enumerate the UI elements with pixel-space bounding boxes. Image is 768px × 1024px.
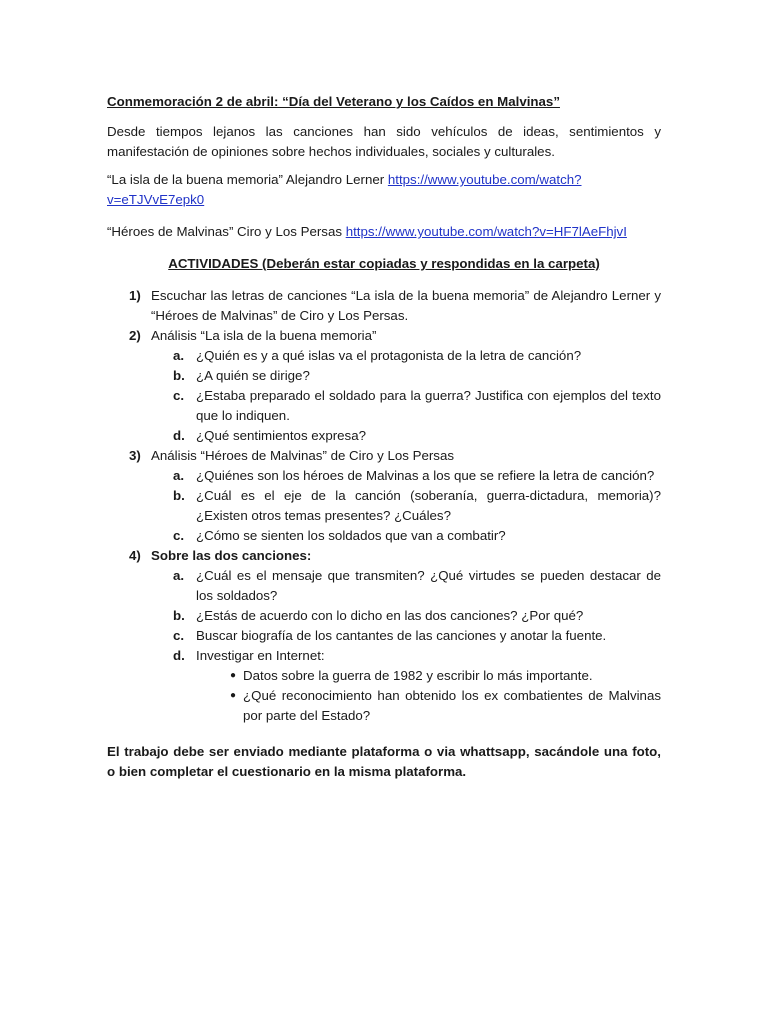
- document-page: [107, 92, 661, 782]
- song-2-link[interactable]: https://www.youtube.com/watch?v=HF7lAeFhjvI: [345, 224, 627, 239]
- sub-item: [107, 626, 661, 646]
- sub-text: ¿Quién es y a qué islas va el protagonista de la letra de canción?: [196, 348, 582, 363]
- activities-title: ACTIVIDADES (Deberán estar copiadas y respondidas en la carpeta): [168, 256, 600, 271]
- sub-letter: b.: [173, 488, 185, 503]
- bullet-item: [107, 666, 661, 686]
- activity-item-1: [107, 286, 661, 326]
- activity-text: Análisis “La isla de la buena memoria”: [151, 328, 377, 343]
- sub-text: ¿Qué sentimientos expresa?: [196, 428, 366, 443]
- sub-letter: c.: [173, 388, 185, 403]
- sub-text: ¿Cuál es el eje de la canción (soberanía, guerra-dictadura, memoria)? ¿Existen otros temas presentes? ¿Cuáles?: [196, 488, 661, 523]
- song-1: [107, 170, 661, 210]
- sub-letter: b.: [173, 608, 185, 623]
- sub-item: [107, 526, 661, 546]
- activity-item-2: [107, 326, 661, 346]
- activity-number: 4): [129, 548, 141, 563]
- sub-letter: d.: [173, 428, 185, 443]
- intro-paragraph: Desde tiempos lejanos las canciones han sido vehículos de ideas, sentimientos y manifestación de opiniones sobre hechos individuales, sociales y culturales.: [107, 124, 661, 159]
- sub-text: ¿Quiénes son los héroes de Malvinas a los que se refiere la letra de canción?: [196, 468, 655, 483]
- activity-text: Sobre las dos canciones:: [151, 548, 312, 563]
- sub-letter: c.: [173, 528, 185, 543]
- sub-item: [107, 646, 661, 666]
- sub-item: [107, 466, 661, 486]
- sub-letter: a.: [173, 348, 185, 363]
- bullet-icon: ●: [230, 670, 237, 681]
- sub-text: ¿A quién se dirige?: [196, 368, 310, 383]
- sub-letter: a.: [173, 468, 185, 483]
- sub-text: Buscar biografía de los cantantes de las canciones y anotar la fuente.: [196, 628, 607, 643]
- sub-text: Investigar en Internet:: [196, 648, 325, 663]
- sub-item: [107, 486, 661, 526]
- sub-text: ¿Cuál es el mensaje que transmiten? ¿Qué virtudes se pueden destacar de los soldados?: [196, 568, 661, 603]
- sub-item: [107, 606, 661, 626]
- activity-number: 3): [129, 448, 141, 463]
- sub-text: ¿Cómo se sienten los soldados que van a combatir?: [196, 528, 506, 543]
- activities-list: [107, 286, 661, 726]
- sub-letter: a.: [173, 568, 185, 583]
- activity-number: 1): [129, 288, 141, 303]
- song-2: [107, 222, 661, 242]
- song-1-link[interactable]: https://www.youtube.com/watch?v=eTJVvE7epk0: [107, 172, 582, 207]
- sub-text: ¿Estás de acuerdo con lo dicho en las dos canciones? ¿Por qué?: [196, 608, 584, 623]
- page-title: Conmemoración 2 de abril: “Día del Veterano y los Caídos en Malvinas”: [107, 94, 560, 109]
- sub-item: [107, 366, 661, 386]
- activity-text: Análisis “Héroes de Malvinas” de Ciro y Los Persas: [151, 448, 454, 463]
- bullet-icon: ●: [230, 690, 237, 701]
- bullet-text: Datos sobre la guerra de 1982 y escribir lo más importante.: [243, 668, 593, 683]
- song-2-label: “Héroes de Malvinas” Ciro y Los Persas: [107, 224, 346, 239]
- sub-letter: c.: [173, 628, 185, 643]
- closing-paragraph: El trabajo debe ser enviado mediante plataforma o via whattsapp, sacándole una foto, o bien completar el cuestionario en la misma plataforma.: [107, 744, 661, 779]
- sub-text: ¿Estaba preparado el soldado para la guerra? Justifica con ejemplos del texto que lo indiquen.: [196, 388, 661, 423]
- sub-item: [107, 346, 661, 366]
- song-1-label: “La isla de la buena memoria” Alejandro Lerner: [107, 172, 388, 187]
- activity-item-4: [107, 546, 661, 566]
- sub-letter: d.: [173, 648, 185, 663]
- sub-item: [107, 426, 661, 446]
- sub-item: [107, 386, 661, 426]
- bullet-text: ¿Qué reconocimiento han obtenido los ex combatientes de Malvinas por parte del Estado?: [243, 688, 661, 723]
- activity-number: 2): [129, 328, 141, 343]
- sub-letter: b.: [173, 368, 185, 383]
- bullet-item: [107, 686, 661, 726]
- activity-item-3: [107, 446, 661, 466]
- activity-text: Escuchar las letras de canciones “La isla de la buena memoria” de Alejandro Lerner y “Héroes de Malvinas” de Ciro y Los Persas.: [151, 288, 661, 323]
- sub-item: [107, 566, 661, 606]
